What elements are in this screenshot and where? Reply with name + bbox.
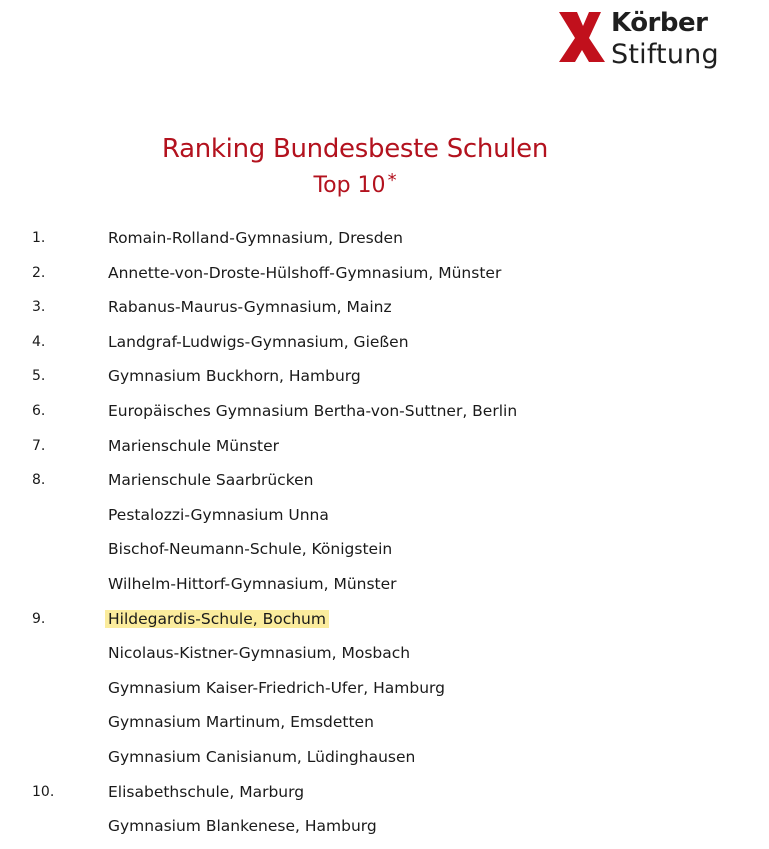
rank-number: 4. bbox=[32, 333, 46, 350]
rank-number: 5. bbox=[32, 368, 46, 385]
rank-number: 10. bbox=[32, 783, 55, 800]
ranking-list bbox=[0, 222, 769, 845]
school-name: Gymnasium Buckhorn, Hamburg bbox=[108, 367, 361, 386]
school-name: Bischof-Neumann-Schule, Königstein bbox=[108, 540, 393, 559]
logo-wordmark bbox=[611, 8, 719, 68]
footnote-asterisk: * bbox=[387, 170, 397, 191]
rank-number: 7. bbox=[32, 437, 46, 454]
rank-number: 2. bbox=[32, 264, 46, 281]
school-name: Landgraf-Ludwigs-Gymnasium, Gießen bbox=[108, 332, 409, 351]
rank-number: 6. bbox=[32, 402, 46, 419]
ranking-row bbox=[0, 672, 769, 707]
logo-line-stiftung: Stiftung bbox=[611, 39, 719, 70]
koerber-stiftung-logo bbox=[555, 8, 755, 74]
school-name: Gymnasium Blankenese, Hamburg bbox=[108, 817, 377, 836]
rank-number: 9. bbox=[32, 610, 46, 627]
school-name: Wilhelm-Hittorf-Gymnasium, Münster bbox=[108, 574, 397, 593]
rank-number: 1. bbox=[32, 230, 46, 246]
school-name-highlighted: Hildegardis-Schule, Bochum bbox=[105, 610, 329, 628]
school-name: Gymnasium Kaiser-Friedrich-Ufer, Hamburg bbox=[108, 678, 445, 697]
school-name: Marienschule Saarbrücken bbox=[108, 471, 314, 490]
subtitle-text: Top 10 bbox=[313, 173, 386, 198]
school-name: Annette-von-Droste-Hülshoff-Gymnasium, Münster bbox=[108, 263, 502, 282]
ranking-row bbox=[0, 706, 769, 741]
ranking-row bbox=[0, 257, 769, 292]
page-title: Ranking Bundesbeste Schulen bbox=[161, 134, 549, 164]
school-name: Rabanus-Maurus-Gymnasium, Mainz bbox=[108, 298, 392, 317]
school-name: Gymnasium Martinum, Emsdetten bbox=[108, 713, 374, 732]
rank-number: 8. bbox=[32, 472, 46, 489]
school-name: Pestalozzi-Gymnasium Unna bbox=[108, 505, 329, 524]
ranking-row bbox=[0, 222, 769, 257]
school-name: Marienschule Münster bbox=[108, 436, 280, 455]
rank-number: 3. bbox=[32, 299, 46, 316]
ranking-row bbox=[0, 810, 769, 845]
ranking-row bbox=[0, 291, 769, 326]
ranking-row bbox=[0, 360, 769, 395]
school-name: Romain-Rolland-Gymnasium, Dresden bbox=[108, 229, 403, 247]
ranking-row bbox=[0, 533, 769, 568]
school-name: Elisabethschule, Marburg bbox=[108, 782, 305, 801]
ranking-row bbox=[0, 568, 769, 603]
ranking-row bbox=[0, 741, 769, 776]
ranking-row bbox=[0, 499, 769, 534]
school-name: Nicolaus-Kistner-Gymnasium, Mosbach bbox=[108, 644, 411, 663]
ranking-row bbox=[0, 430, 769, 465]
logo-line-koerber: Körber bbox=[611, 8, 708, 38]
ranking-row bbox=[0, 637, 769, 672]
ranking-row bbox=[0, 776, 769, 811]
ranking-row bbox=[0, 464, 769, 499]
ranking-row bbox=[0, 395, 769, 430]
school-name: Europäisches Gymnasium Bertha-von-Suttner, Berlin bbox=[108, 401, 518, 420]
school-name: Gymnasium Canisianum, Lüdinghausen bbox=[108, 747, 416, 766]
koerber-x-mark-icon bbox=[555, 10, 607, 64]
ranking-row bbox=[0, 603, 769, 638]
ranking-row bbox=[0, 326, 769, 361]
page-subtitle bbox=[0, 170, 710, 198]
